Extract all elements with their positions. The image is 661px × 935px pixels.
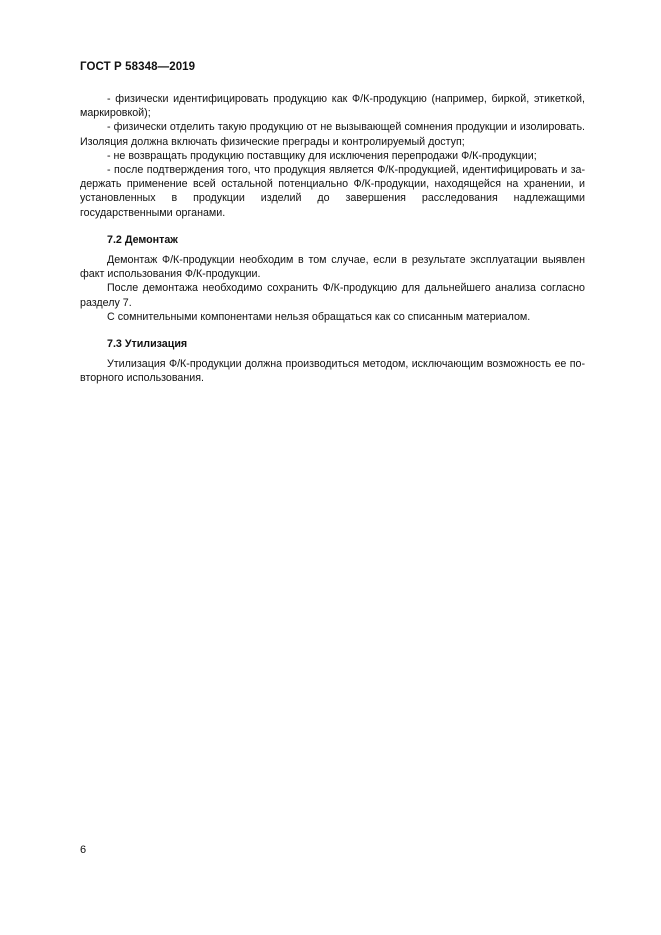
section-heading-dismantling: 7.2 Демонтаж xyxy=(107,233,178,246)
paragraph-dismantling-preserve: После демонтажа необходимо сохранить Ф/К-продукцию для дальнейшего анализа согласно разделу 7. xyxy=(80,282,585,309)
document-header: ГОСТ Р 58348—2019 xyxy=(80,61,196,73)
paragraph-bullet-identify: - физически идентифицировать продукцию как Ф/К-продукцию (например, биркой, этикеткой, маркировкой); xyxy=(80,93,585,120)
paragraph-dismantling-handling: С сомнительными компонентами нельзя обращаться как со списанным материалом. xyxy=(107,310,531,323)
paragraph-dismantling-need: Демонтаж Ф/К-продукции необходим в том случае, если в результате эксплуатации выявлен факт использования Ф/К-продукции. xyxy=(80,254,585,281)
section-heading-disposal: 7.3 Утилизация xyxy=(107,338,188,351)
document-body xyxy=(80,92,585,386)
paragraph-bullet-no-return: - не возвращать продукцию поставщику для исключения перепродажи Ф/К-продукции; xyxy=(107,149,537,162)
paragraph-disposal: Утилизация Ф/К-продукции должна производиться методом, исключающим возможность ее повторного использования. xyxy=(80,358,585,385)
paragraph-bullet-separate: - физически отделить такую продукцию от не вызывающей сомнения продукции и изолировать. Изоляция должна включать физические преграды и контролируемый доступ; xyxy=(80,121,585,148)
paragraph-bullet-hold: - после подтверждения того, что продукция является Ф/К-продукцией, идентифицировать и задержать применение всей остальной потенциально Ф/К-продукции, находящейся на хранении, и установленных в продукции изделий до завершения расследования надлежащими государственными органами. xyxy=(80,164,585,219)
page-number: 6 xyxy=(80,844,87,856)
